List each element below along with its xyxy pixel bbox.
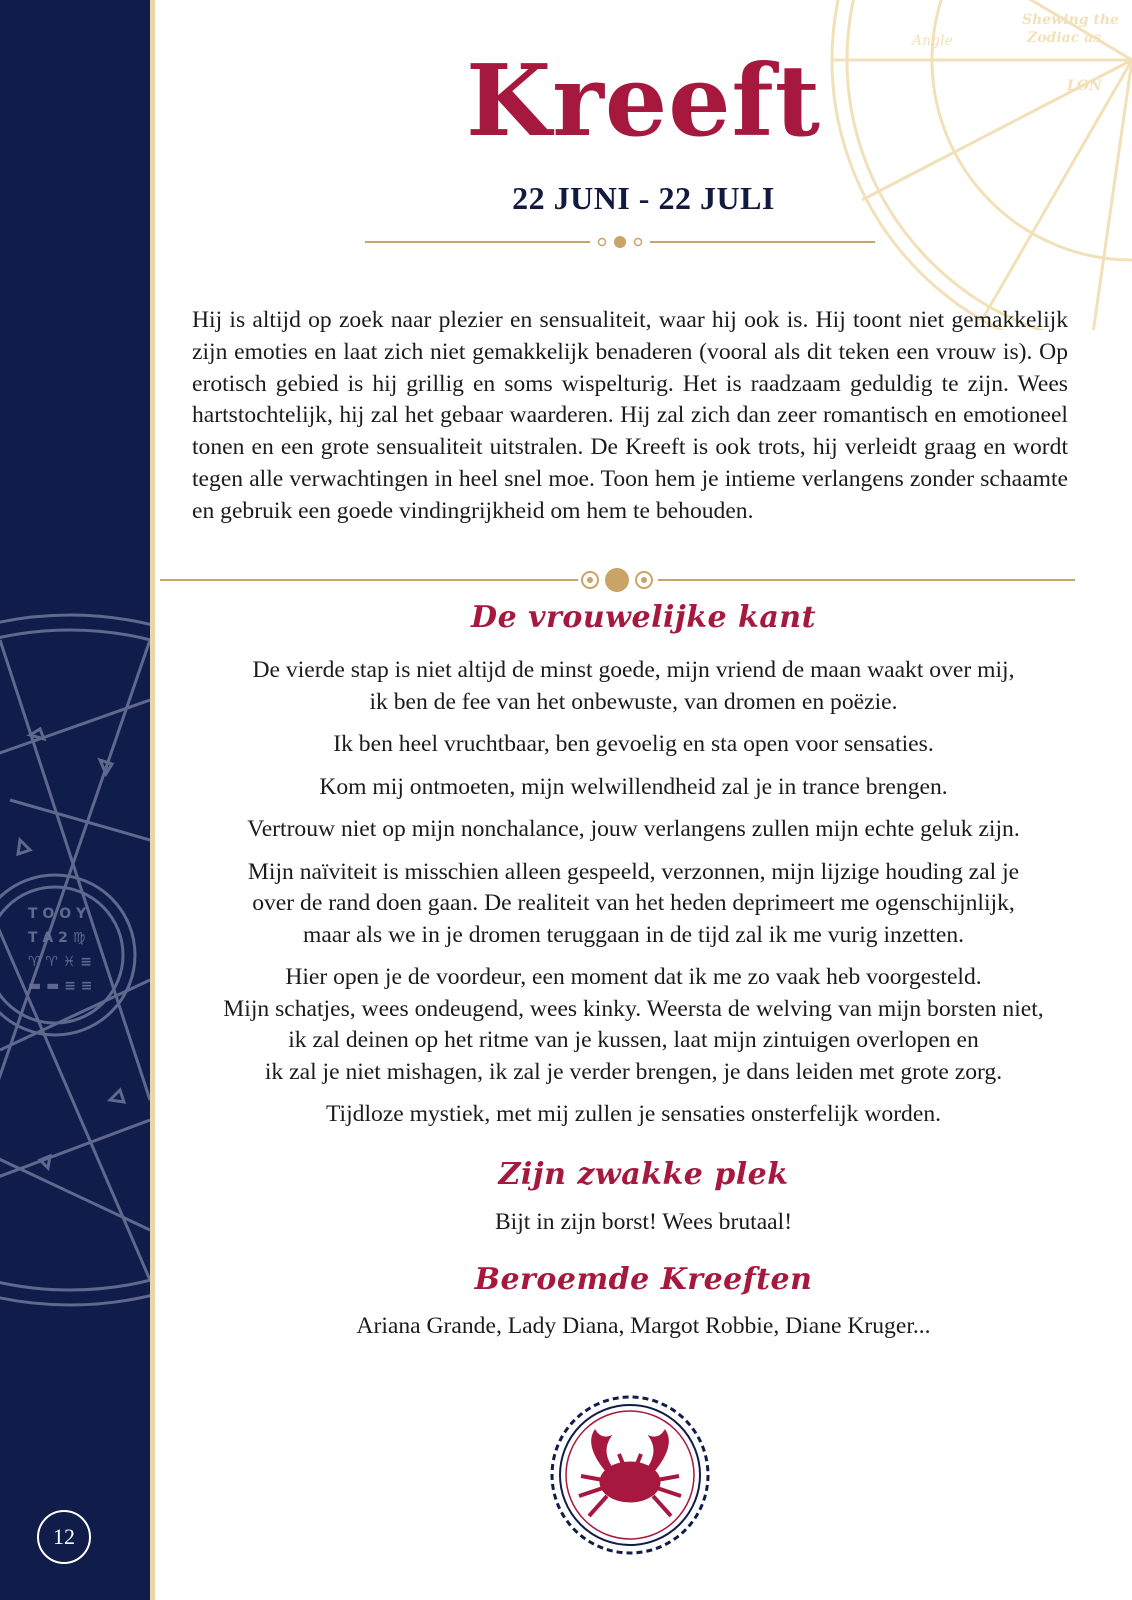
poem-stanza <box>175 729 1092 761</box>
page-number: 12 <box>37 1510 91 1564</box>
famous-list: Ariana Grande, Lady Diana, Margot Robbie, Diane Kruger... <box>356 1313 931 1339</box>
svg-text:T A 2 ♍: T A 2 ♍ <box>28 930 86 946</box>
svg-text:LON: LON <box>1067 78 1102 94</box>
sidebar-edge <box>150 0 155 1600</box>
poem-line: Mijn schatjes, wees ondeugend, wees kinky. Weersta de welving van mijn borsten niet, <box>223 995 1044 1022</box>
poem-line: Vertrouw niet op mijn nonchalance, jouw verlangens zullen mijn echte geluk zijn. <box>247 816 1020 842</box>
page-title: Kreeft <box>466 44 821 159</box>
intro-paragraph: Hij is altijd op zoek naar plezier en sensualiteit, waar hij ook is. Hij toont niet gemakkelijk zijn emoties en laat zich niet gemakkelijk benaderen (vooral als dit teken een vrouw is). Op erotisch gebied is hij grillig en soms wispelturig. Het is raadzaam geduldig te zijn. Wees hartstochtelijk, hij zal het gebaar waarderen. Hij zal zich dan zeer romantisch en emotioneel tonen en een grote sensualiteit uitstralen. De Kreeft is ook trots, hij verleidt graag en wordt tegen alle verwachtingen in heel snel moe. Toon hem je intieme verlangens zonder schaamte en gebruik een goede vindingrijkheid om hem te behouden. <box>192 307 1068 524</box>
poem-line: Kom mij ontmoeten, mijn welwillendheid zal je in trance brengen. <box>319 773 948 800</box>
poem-stanza <box>175 857 1092 952</box>
poem-line: ik ben de fee van het onbewuste, van dromen en poëzie. <box>369 688 898 715</box>
svg-text:♈ ♈ ♓ ≡: ♈ ♈ ♓ ≡ <box>28 954 93 970</box>
svg-text:Angle: Angle <box>912 33 953 49</box>
date-range: 22 JUNI - 22 JULI <box>512 180 775 216</box>
poem-line: ik zal deinen op het ritme van je kussen, laat mijn zintuigen overlopen en <box>288 1027 979 1053</box>
weak-spot-text: Bijt in zijn borst! Wees brutaal! <box>494 1209 793 1235</box>
poem-line: Tijdloze mystiek, met mij zullen je sensaties onsterfelijk worden. <box>325 1101 942 1127</box>
ornament-divider-icon <box>160 568 1075 592</box>
poem-line: De vierde stap is niet altijd de minst goede, mijn vriend de maan waakt over mij, <box>252 657 1015 683</box>
poem-line: maar als we in je dromen teruggaan in de tijd zal ik me vurig inzetten. <box>302 921 965 948</box>
poem-stanza <box>175 814 1092 846</box>
poem-stanza <box>175 772 1092 804</box>
heading-famous: Beroemde Kreeften <box>474 1262 813 1297</box>
svg-text:▬ ▬ ≡ ≡: ▬ ▬ ≡ ≡ <box>28 978 93 994</box>
svg-text:Zodiac as: Zodiac as <box>1027 30 1102 46</box>
poem-line: over de rand doen gaan. De realiteit van het heden deprimeert me ogenschijnlijk, <box>252 890 1015 916</box>
svg-text:Shewing the: Shewing the <box>1022 12 1119 28</box>
poem-line: Hier open je de voordeur, een moment dat ik me zo vaak heb voorgesteld. <box>285 964 982 990</box>
heading-weak-spot: Zijn zwakke plek <box>498 1157 789 1192</box>
poem-stanza <box>175 962 1092 1088</box>
poem-stanza <box>175 655 1092 718</box>
ornament-divider-icon <box>365 236 875 248</box>
svg-text:T O O Y: T O O Y <box>28 906 87 922</box>
poem-line: Mijn naïviteit is misschien alleen gespeeld, verzonnen, mijn lijzige houding zal je <box>247 858 1020 885</box>
crab-emblem-icon <box>545 1390 715 1560</box>
poem-line: Ik ben heel vruchtbaar, ben gevoelig en sta open voor sensaties. <box>333 731 934 757</box>
poem-line: ik zal je niet mishagen, ik zal je verder brengen, je dans leiden met grote zorg. <box>264 1058 1003 1085</box>
heading-feminine-side: De vrouwelijke kant <box>471 600 816 635</box>
astrology-wheel-icon <box>0 0 150 1600</box>
poem-stanza <box>175 1099 1092 1131</box>
poem-block <box>175 655 1092 1142</box>
sidebar-band <box>0 0 150 1600</box>
